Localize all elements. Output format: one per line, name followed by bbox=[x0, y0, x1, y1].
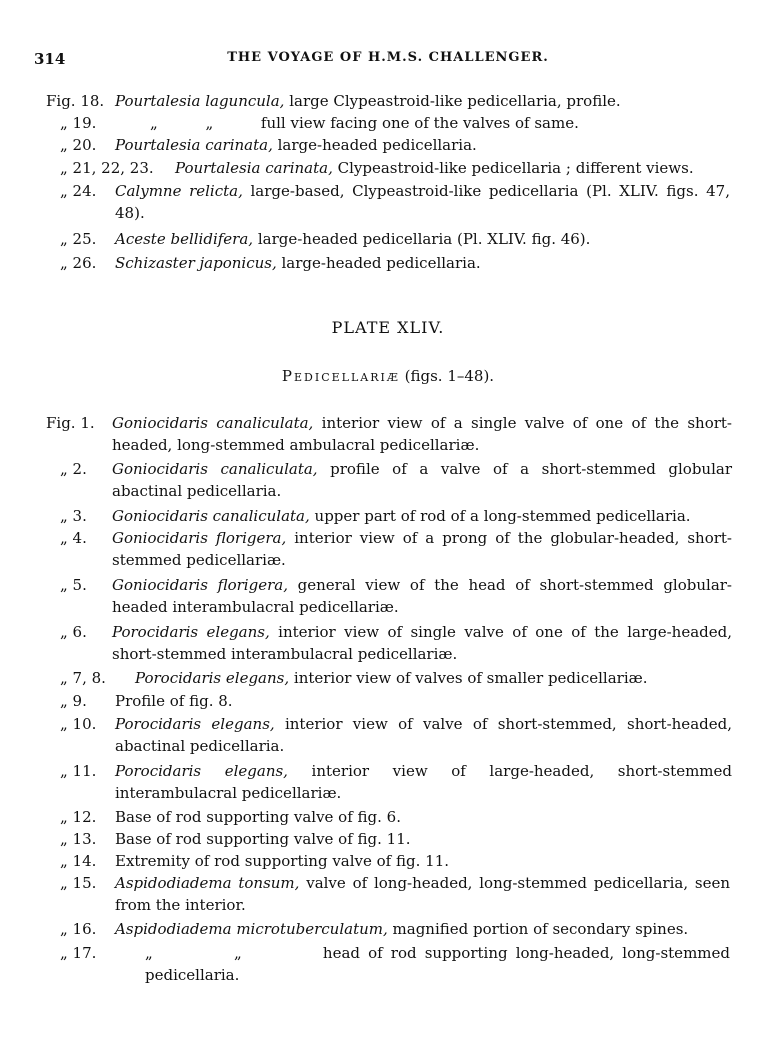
species-name: Goniocidaris canaliculata, bbox=[112, 507, 310, 525]
species-name: Aspidodiadema microtuberculatum, bbox=[115, 920, 388, 938]
species-name: Schizaster japonicus, bbox=[115, 254, 277, 272]
caption-rest: large-headed pedicellaria. bbox=[276, 254, 481, 272]
list-item bbox=[0, 157, 776, 179]
list-item bbox=[0, 872, 776, 916]
caption-rest: Profile of fig. 8. bbox=[115, 692, 233, 710]
species-name: Aceste bellidifera, bbox=[115, 230, 254, 248]
caption-text bbox=[175, 157, 735, 179]
caption-rest: „ „ full view facing one of the valves of same. bbox=[150, 114, 579, 132]
figure-label: „ 26. bbox=[60, 254, 97, 272]
figure-label: „ 21, 22, 23. bbox=[60, 159, 154, 177]
list-item bbox=[0, 574, 776, 618]
caption-text bbox=[112, 505, 732, 527]
list-item bbox=[0, 527, 776, 571]
caption-text bbox=[112, 458, 732, 502]
figure-label: „ 3. bbox=[60, 507, 87, 525]
caption-rest: Base of rod supporting valve of fig. 11. bbox=[115, 830, 411, 848]
caption-text bbox=[115, 713, 732, 757]
list-item bbox=[0, 713, 776, 757]
species-name: Goniocidaris florigera, bbox=[112, 529, 287, 547]
figure-label: „ 17. bbox=[60, 944, 97, 962]
figure-label: „ 20. bbox=[60, 136, 97, 154]
list-item bbox=[0, 458, 776, 502]
species-name: Pourtalesia carinata, bbox=[175, 159, 333, 177]
list-item bbox=[0, 412, 776, 456]
species-name: Goniocidaris florigera, bbox=[112, 576, 288, 594]
list-item bbox=[0, 228, 776, 250]
caption-text bbox=[135, 667, 735, 689]
caption-rest: profile of a valve of a short-stemmed globular abactinal pedicellaria. bbox=[112, 460, 732, 500]
list-item bbox=[0, 134, 776, 156]
list-item bbox=[0, 850, 776, 872]
caption-text bbox=[115, 760, 732, 804]
list-item bbox=[0, 760, 776, 804]
species-name: Goniocidaris canaliculata, bbox=[112, 460, 318, 478]
list-item bbox=[0, 112, 776, 134]
subtitle-word: Pedicellariæ bbox=[281, 367, 400, 385]
caption-text bbox=[150, 112, 750, 134]
caption-text bbox=[115, 90, 735, 112]
species-name: Porocidaris elegans, bbox=[115, 762, 288, 780]
caption-rest: Base of rod supporting valve of fig. 6. bbox=[115, 808, 401, 826]
caption-rest: upper part of rod of a long-stemmed pedicellaria. bbox=[309, 507, 691, 525]
list-item bbox=[0, 180, 776, 224]
figure-label: „ 9. bbox=[60, 692, 87, 710]
figure-label: „ 13. bbox=[60, 830, 97, 848]
caption-rest: „ „ head of rod supporting long-headed, long-stemmed pedicellaria. bbox=[145, 944, 735, 984]
caption-text bbox=[115, 872, 730, 916]
caption-rest: large-headed pedicellaria (Pl. XLIV. fig. 46). bbox=[253, 230, 591, 248]
list-item bbox=[0, 828, 776, 850]
caption-text bbox=[115, 134, 735, 156]
caption-rest: Extremity of rod supporting valve of fig. 11. bbox=[115, 852, 449, 870]
species-name: Porocidaris elegans, bbox=[135, 669, 290, 687]
figure-label: „ 19. bbox=[60, 114, 97, 132]
species-name: Goniocidaris canaliculata, bbox=[112, 414, 314, 432]
caption-text bbox=[112, 412, 732, 456]
caption-rest: interior view of a single valve of one of the short-headed, long-stemmed ambulacral pedicellariæ. bbox=[112, 414, 732, 454]
figure-label: „ 16. bbox=[60, 920, 97, 938]
caption-text bbox=[115, 228, 735, 250]
figure-label: „ 7, 8. bbox=[60, 669, 106, 687]
list-item bbox=[0, 942, 776, 986]
caption-text bbox=[112, 527, 732, 571]
caption-text bbox=[115, 252, 735, 274]
list-item bbox=[0, 90, 776, 112]
caption-text bbox=[112, 574, 732, 618]
figure-label: „ 12. bbox=[60, 808, 97, 826]
list-item bbox=[0, 505, 776, 527]
running-title: THE VOYAGE OF H.M.S. CHALLENGER. bbox=[227, 50, 549, 65]
caption-rest: magnified portion of secondary spines. bbox=[387, 920, 689, 938]
list-item bbox=[0, 252, 776, 274]
caption-text bbox=[115, 806, 715, 828]
caption-rest: interior view of single valve of one of the large-headed, short-stemmed interambulacral pedicellariæ. bbox=[112, 623, 732, 663]
list-item bbox=[0, 918, 776, 940]
figure-label: „ 11. bbox=[60, 762, 97, 780]
caption-text bbox=[112, 621, 732, 665]
figure-label: „ 2. bbox=[60, 460, 87, 478]
figure-label: „ 5. bbox=[60, 576, 87, 594]
page-number: 314 bbox=[34, 50, 66, 68]
caption-rest: valve of long-headed, long-stemmed pedicellaria, seen from the interior. bbox=[115, 874, 731, 914]
plate-subtitle bbox=[0, 367, 776, 385]
figure-label: „ 14. bbox=[60, 852, 97, 870]
caption-rest: Clypeastroid-like pedicellaria ; different views. bbox=[332, 159, 694, 177]
species-name: Calymne relicta, bbox=[115, 182, 243, 200]
subtitle-rest: (figs. 1–48). bbox=[399, 367, 495, 385]
caption-rest: general view of the head of short-stemmed globular-headed interambulacral pedicellariæ. bbox=[112, 576, 733, 616]
caption-rest: interior view of valve of short-stemmed, short-headed, abactinal pedicellaria. bbox=[115, 715, 732, 755]
list-item bbox=[0, 667, 776, 689]
caption-rest: large-headed pedicellaria. bbox=[272, 136, 477, 154]
figure-label: „ 10. bbox=[60, 715, 97, 733]
plate-title: PLATE XLIV. bbox=[331, 318, 445, 337]
figure-label: „ 4. bbox=[60, 529, 87, 547]
caption-rest: large Clypeastroid-like pedicellaria, profile. bbox=[284, 92, 621, 110]
caption-text bbox=[115, 180, 730, 224]
list-item bbox=[0, 621, 776, 665]
species-name: Porocidaris elegans, bbox=[115, 715, 275, 733]
species-name: Pourtalesia laguncula, bbox=[115, 92, 285, 110]
caption-text bbox=[115, 918, 735, 940]
list-item bbox=[0, 690, 776, 712]
caption-rest: interior view of a prong of the globular-headed, short-stemmed pedicellariæ. bbox=[112, 529, 732, 569]
caption-text bbox=[115, 690, 715, 712]
figure-label: „ 6. bbox=[60, 623, 87, 641]
figure-label: „ 24. bbox=[60, 182, 97, 200]
list-item bbox=[0, 806, 776, 828]
caption-rest: interior view of valves of smaller pedicellariæ. bbox=[289, 669, 648, 687]
caption-rest: large-based, Clypeastroid-like pedicellaria (Pl. XLIV. figs. 47, 48). bbox=[115, 182, 730, 222]
caption-text bbox=[115, 850, 715, 872]
figure-label: „ 25. bbox=[60, 230, 97, 248]
caption-text bbox=[115, 828, 715, 850]
caption-rest: interior view of large-headed, short-stemmed interambulacral pedicellariæ. bbox=[115, 762, 732, 802]
species-name: Pourtalesia carinata, bbox=[115, 136, 273, 154]
species-name: Porocidaris elegans, bbox=[112, 623, 270, 641]
species-name: Aspidodiadema tonsum, bbox=[115, 874, 300, 892]
figure-label: „ 15. bbox=[60, 874, 97, 892]
figure-label: Fig. 1. bbox=[46, 414, 95, 432]
caption-text bbox=[145, 942, 735, 986]
figure-label: Fig. 18. bbox=[46, 92, 105, 110]
